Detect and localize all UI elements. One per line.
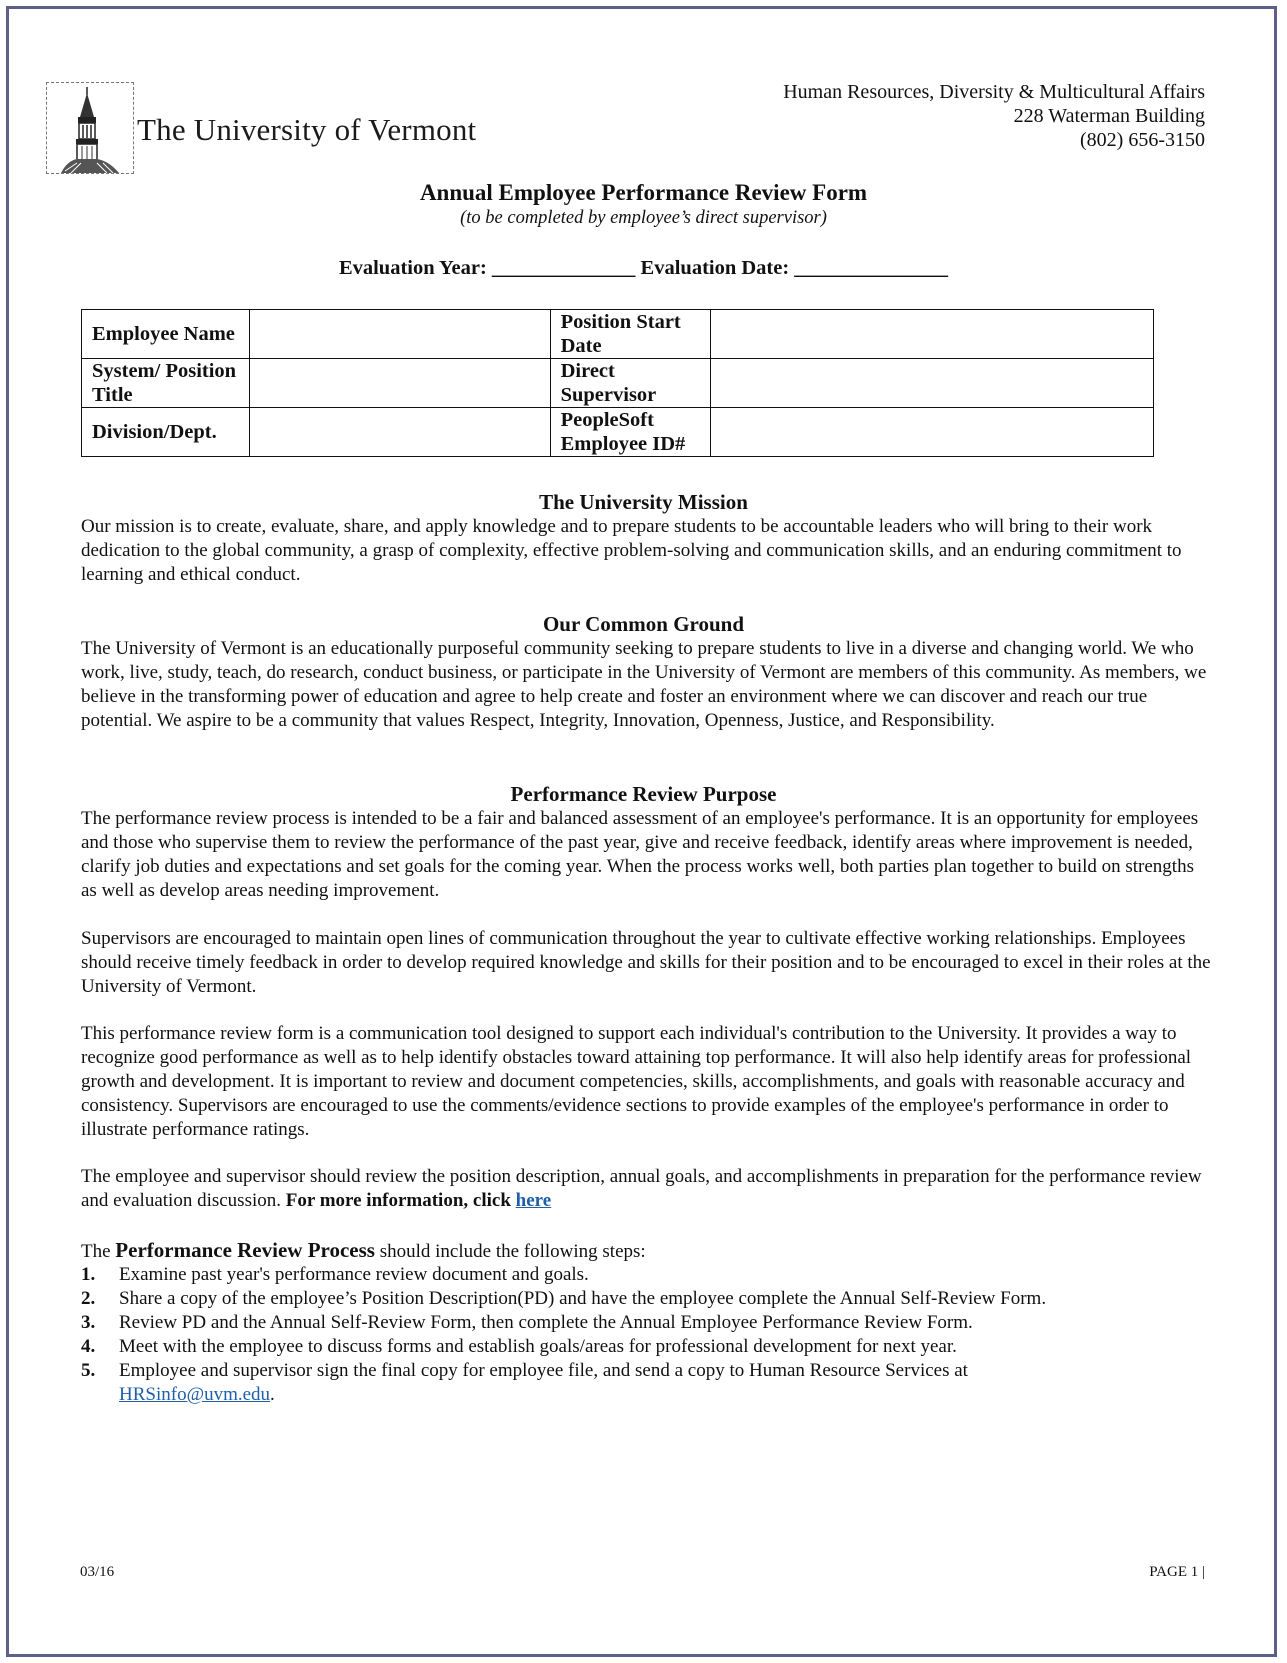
purpose-paragraph-4-text: The employee and supervisor should review the position description, annual goals, and accomplishments in preparation for the performance review and evaluation discussion. bbox=[81, 1166, 1202, 1211]
hr-phone: (802) 656-3150 bbox=[1080, 129, 1205, 151]
mission-heading: The University Mission bbox=[539, 490, 748, 514]
employee-name-field[interactable] bbox=[249, 310, 550, 359]
table-row bbox=[82, 359, 1154, 408]
direct-supervisor-label: Direct Supervisor bbox=[550, 359, 710, 408]
direct-supervisor-field[interactable] bbox=[710, 359, 1153, 408]
list-item bbox=[81, 1359, 1211, 1407]
employee-info-table bbox=[81, 309, 1154, 457]
list-item bbox=[81, 1287, 1211, 1311]
step-number: 2. bbox=[81, 1288, 96, 1309]
step-number: 5. bbox=[81, 1360, 96, 1381]
purpose-heading: Performance Review Purpose bbox=[510, 782, 777, 806]
hr-email-link[interactable]: HRSinfo@uvm.edu bbox=[119, 1384, 271, 1405]
purpose-paragraph-1: The performance review process is intended to be a fair and balanced assessment of an employee's performance. It is an opportunity for employees and those who supervise them to review the performance of the past year, give and receive feedback, identify areas where improvement is needed, clarify job duties and expectations and set goals for the coming year. When the process works well, both parties plan together to build on strengths as well as develop areas needing improvement. bbox=[81, 808, 1199, 901]
evaluation-year-date-line: Evaluation Year: ______________ Evaluation Date: _______________ bbox=[338, 257, 949, 279]
purpose-paragraph-3: This performance review form is a communication tool designed to support each individual's contribution to the University. It provides a way to recognize good performance as well as to help identify obstacles toward attaining top performance. It will also help identify areas for professional growth and development. It is important to review and document competencies, skills, accomplishments, and goals with reasonable accuracy and consistency. Supervisors are encouraged to use the comments/evidence sections to provide examples of the employee's performance in order to illustrate performance ratings. bbox=[81, 1023, 1192, 1140]
hr-address: 228 Waterman Building bbox=[1013, 105, 1205, 127]
more-info-label: For more information, click bbox=[285, 1190, 511, 1211]
employee-name-label: Employee Name bbox=[82, 310, 250, 359]
process-intro bbox=[81, 1238, 1211, 1264]
process-intro-bold: Performance Review Process bbox=[115, 1238, 375, 1262]
step-number: 1. bbox=[81, 1264, 96, 1285]
step-number: 4. bbox=[81, 1336, 96, 1357]
purpose-paragraph-4 bbox=[81, 1165, 1211, 1213]
common-ground-heading: Our Common Ground bbox=[542, 612, 745, 636]
purpose-paragraph-2: Supervisors are encouraged to maintain open lines of communication throughout the year to cultivate effective working relationships. Employees should receive timely feedback in order to develop required knowledge and skills for their position and to be encouraged to excel in their roles at the University of Vermont. bbox=[81, 928, 1211, 997]
division-dept-field[interactable] bbox=[249, 408, 550, 457]
process-steps bbox=[81, 1263, 1211, 1407]
footer-page-number: PAGE 1 | bbox=[1149, 1564, 1205, 1580]
step-number: 3. bbox=[81, 1312, 96, 1333]
peoplesoft-id-field[interactable] bbox=[710, 408, 1153, 457]
table-row bbox=[82, 408, 1154, 457]
form-title: Annual Employee Performance Review Form bbox=[419, 180, 868, 205]
list-item bbox=[81, 1311, 1211, 1335]
step-text: Employee and supervisor sign the final copy for employee file, and send a copy to Human Resource Services at bbox=[119, 1360, 968, 1381]
list-item bbox=[81, 1335, 1211, 1359]
step-text: Review PD and the Annual Self-Review Form, then complete the Annual Employee Performance Review Form. bbox=[119, 1312, 973, 1333]
uvm-tower-logo bbox=[46, 82, 134, 174]
tower-icon bbox=[47, 83, 133, 173]
division-dept-label: Division/Dept. bbox=[82, 408, 250, 457]
email-suffix: . bbox=[270, 1384, 275, 1405]
process-intro-post: should include the following steps: bbox=[379, 1241, 646, 1262]
hr-department: Human Resources, Diversity & Multicultural Affairs bbox=[783, 81, 1205, 103]
list-item bbox=[81, 1263, 1211, 1287]
process-step-list bbox=[81, 1263, 1211, 1407]
position-start-date-field[interactable] bbox=[710, 310, 1153, 359]
university-wordmark: The University of Vermont bbox=[137, 112, 477, 147]
more-info-link[interactable]: here bbox=[515, 1190, 552, 1211]
footer-date-code: 03/16 bbox=[80, 1564, 115, 1580]
position-start-date-label: Position Start Date bbox=[550, 310, 710, 359]
position-title-field[interactable] bbox=[249, 359, 550, 408]
position-title-label: System/ Position Title bbox=[82, 359, 250, 408]
mission-text: Our mission is to create, evaluate, share, and apply knowledge and to prepare students to be accountable leaders who will bring to their work dedication to the global community, a grasp of complexity, effective problem-solving and communication skills, and an enduring commitment to learning and ethical conduct. bbox=[81, 516, 1182, 585]
peoplesoft-id-label: PeopleSoft Employee ID# bbox=[550, 408, 710, 457]
common-ground-text: The University of Vermont is an educationally purposeful community seeking to prepare students to live in a diverse and changing world. We who work, live, study, teach, do research, conduct business, or participate in the University of Vermont are members of this community. As members, we believe in the transforming power of education and agree to help create and foster an environment where we can discover and reach our true potential. We aspire to be a community that values Respect, Integrity, Innovation, Openness, Justice, and Responsibility. bbox=[81, 638, 1207, 731]
hr-contact-block bbox=[783, 80, 1205, 152]
step-text: Share a copy of the employee’s Position Description(PD) and have the employee complete the Annual Self-Review Form. bbox=[119, 1288, 1047, 1309]
form-subtitle: (to be completed by employee’s direct supervisor) bbox=[460, 208, 827, 228]
step-text: Meet with the employee to discuss forms and establish goals/areas for professional development for next year. bbox=[119, 1336, 957, 1357]
step-text: Examine past year's performance review document and goals. bbox=[119, 1264, 589, 1285]
table-row bbox=[82, 310, 1154, 359]
process-intro-pre: The bbox=[81, 1241, 111, 1262]
